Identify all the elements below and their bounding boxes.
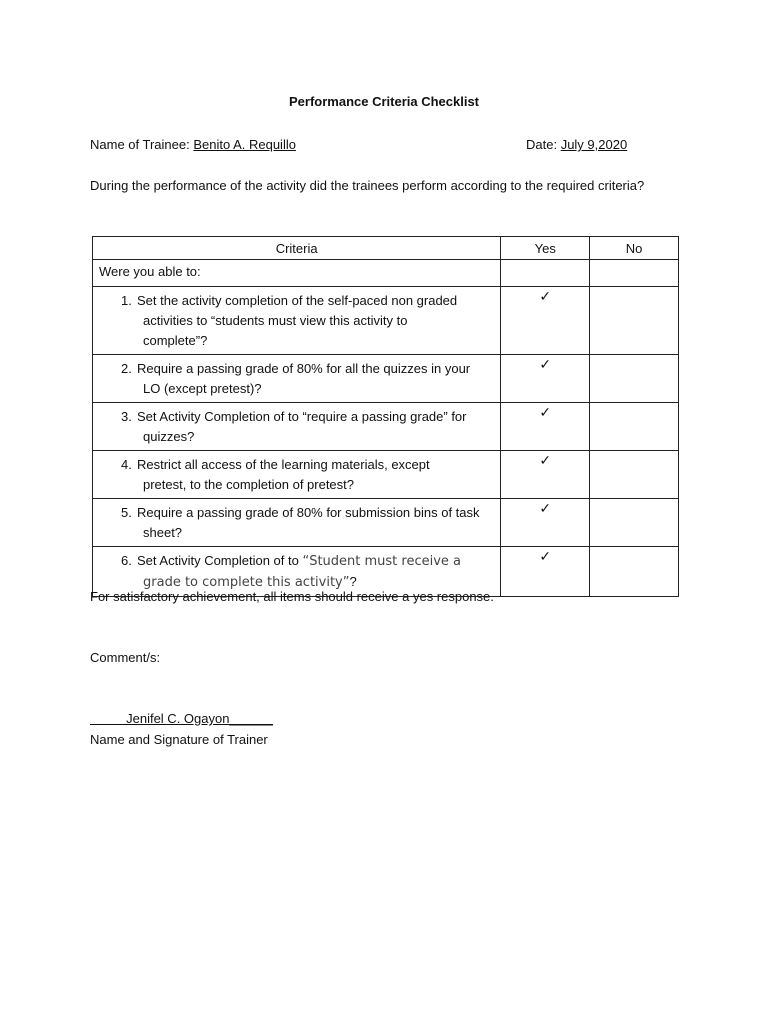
yes-checkmark-icon: ✓ (501, 403, 590, 451)
yes-checkmark-icon: ✓ (501, 547, 590, 597)
no-cell (590, 547, 679, 597)
trainee-name: Benito A. Requillo (193, 137, 296, 152)
comment-label: Comment/s: (90, 650, 161, 665)
criteria-table (92, 236, 679, 597)
trainer-caption: Name and Signature of Trainer (90, 732, 268, 747)
date-value: July 9,2020 (560, 137, 628, 152)
trainee-label: Name of Trainee: (90, 137, 194, 152)
yes-checkmark-icon: ✓ (501, 499, 590, 547)
criterion-1: 1. Set the activity completion of the self-paced non graded activities to “students must view this activity to complete”? (93, 287, 501, 355)
no-cell (590, 287, 679, 355)
criterion-3: 3. Set Activity Completion of to “require a passing grade” for quizzes? (93, 403, 501, 451)
question-text: During the performance of the activity did the trainees perform according to the required criteria? (90, 178, 645, 193)
table-row (93, 287, 679, 355)
intro-text: Were you able to: (93, 260, 501, 287)
yes-checkmark-icon: ✓ (501, 287, 590, 355)
table-row (93, 355, 679, 403)
table-row (93, 451, 679, 499)
criterion-5: 5. Require a passing grade of 80% for submission bins of task sheet? (93, 499, 501, 547)
yes-checkmark-icon: ✓ (501, 451, 590, 499)
criterion-6: 6. Set Activity Completion of to “Student must receive a grade to complete this activity”? (93, 547, 501, 597)
no-cell (590, 499, 679, 547)
no-cell (590, 451, 679, 499)
yes-checkmark-icon: ✓ (501, 355, 590, 403)
date-line (526, 137, 627, 152)
table-row (93, 499, 679, 547)
header-no: No (590, 237, 679, 260)
header-yes: Yes (501, 237, 590, 260)
no-cell (590, 355, 679, 403)
no-cell (590, 403, 679, 451)
intro-no-cell (590, 260, 679, 287)
satisfactory-note: For satisfactory achievement, all items should receive a yes response. (90, 589, 494, 604)
page-title: Performance Criteria Checklist (288, 94, 480, 109)
criterion-4: 4. Restrict all access of the learning materials, except pretest, to the completion of pretest? (93, 451, 501, 499)
header-criteria: Criteria (93, 237, 501, 260)
trainee-line (90, 137, 296, 152)
intro-yes-cell (501, 260, 590, 287)
table-header-row (93, 237, 679, 260)
table-row (93, 403, 679, 451)
date-label: Date: (526, 137, 561, 152)
table-row-intro (93, 260, 679, 287)
criterion-2: 2. Require a passing grade of 80% for all the quizzes in your LO (except pretest)? (93, 355, 501, 403)
trainer-name-line: Jenifel C. Ogayon______ (90, 711, 273, 726)
